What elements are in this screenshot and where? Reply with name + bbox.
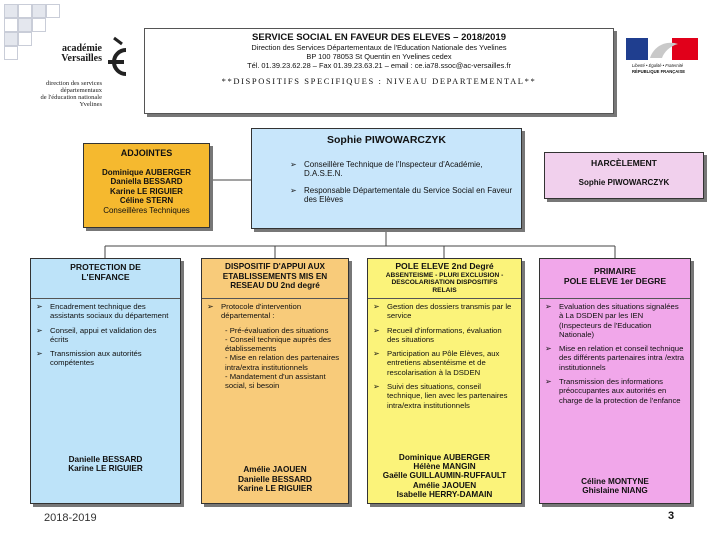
arrow-bullet-icon: ➢ (373, 382, 380, 392)
arrow-bullet-icon: ➢ (373, 349, 380, 359)
header-title: SERVICE SOCIAL EN FAVEUR DES ELEVES – 2018/2019 (252, 32, 506, 43)
arrow-bullet-icon: ➢ (290, 185, 297, 195)
header-line: Direction des Services Départementaux de l'Education Nationale des Yvelines (251, 43, 507, 52)
column-names: Céline MONTYNE Ghislaine NIANG (581, 476, 649, 495)
column-bullet: ➢ Transmission des informations préoccupantes aux autorités en charge de la protection de l'enfance (545, 377, 681, 405)
harcelement-box (544, 152, 704, 199)
arrow-bullet-icon: ➢ (545, 302, 552, 311)
column-dispositif (201, 258, 349, 504)
column-bullet: ➢ Transmission aux autorités compétentes (36, 349, 142, 368)
column-bullet: ➢ Mise en relation et conseil technique des différents partenaires intra /extra institutionnels (545, 344, 685, 372)
column-bullet: ➢ Encadrement technique des assistants sociaux du département (36, 302, 169, 321)
arrow-bullet-icon: ➢ (545, 344, 552, 354)
logo-line1: académie (62, 43, 102, 54)
logo-line2: Versailles (61, 53, 102, 64)
column-title: PROTECTION DE L'ENFANCE (31, 259, 180, 299)
column-names: Danielle BESSARD Karine LE RIGUIER (68, 454, 143, 473)
arrow-bullet-icon: ➢ (36, 349, 43, 359)
arrow-bullet-icon: ➢ (36, 325, 43, 335)
column-bullet: ➢ Participation au Pôle Elèves, aux entretiens absentéisme et de rescolarisation à la DSDEN (373, 349, 500, 377)
director-bullet: ➢ Conseillère Technique de l'Inspecteur d'Académie, D.A.S.E.N. (290, 160, 483, 179)
column-bullet: ➢ Gestion des dossiers transmis par le service (373, 302, 512, 321)
marianne-motto: Liberté • Égalité • Fraternité (632, 63, 684, 68)
column-bullet: ➢ Suivi des situations, conseil technique, lien avec les partenaires intra/extra institutionnels (373, 382, 508, 410)
column-bullet: ➢ Conseil, appui et validation des écrits (36, 325, 157, 344)
logo-subtitle: direction des services départementaux de l'éducation nationale Yvelines (40, 80, 102, 108)
adjointe-name: Dominique AUBERGER (101, 167, 192, 177)
adjointes-role: Conseillères Techniques (103, 205, 190, 215)
director-bullet: ➢ Responsable Départementale du Service Social en Faveur des Elèves (290, 185, 513, 204)
header-line: BP 100 78053 St Quentin en Yvelines cedex (306, 52, 452, 61)
header-dispositifs: **DISPOSITIFS SPECIFIQUES : NIVEAU DEPARTEMENTAL** (221, 76, 537, 86)
arrow-bullet-icon: ➢ (36, 302, 43, 311)
arrow-bullet-icon: ➢ (207, 302, 214, 311)
harcelement-title: HARCÈLEMENT (591, 158, 657, 168)
column-bullet: ➢ Recueil d'informations, évaluation des situations (373, 325, 502, 344)
adjointes-title: ADJOINTES (120, 148, 173, 158)
adjointe-name: Céline STERN (119, 196, 174, 206)
harcelement-name: Sophie PIWOWARCZYK (578, 178, 670, 187)
column-names: Dominique AUBERGER Hélène MANGIN Gaëlle GUILLAUMIN-RUFFAULT Amélie JAOUEN Isabelle HERRY-DAMAIN (382, 452, 507, 499)
arrow-bullet-icon: ➢ (373, 302, 380, 311)
column-bullet: ➢ Evaluation des situations signalées à La DSDEN par les IEN (Inspecteurs de l'Education Nationale) (545, 302, 679, 339)
column-bullet: ➢ Protocole d'intervention départemental : (207, 302, 302, 321)
column-title: PRIMAIRE POLE ELEVE 1er DEGRE (540, 259, 690, 299)
director-name: Sophie PIWOWARCZYK (327, 134, 446, 146)
adjointes-box (83, 143, 210, 228)
arrow-bullet-icon: ➢ (545, 377, 552, 387)
adjointe-name: Daniella BESSARD (110, 177, 183, 187)
column-protection (30, 258, 181, 504)
adjointe-name: Karine LE RIGUIER (110, 186, 183, 196)
arrow-bullet-icon: ➢ (290, 160, 297, 169)
column-title: DISPOSITIF D'APPUI AUX ETABLISSEMENTS MIS EN RESEAU DU 2nd degré (202, 259, 348, 299)
column-sub-items: - Pré-évaluation des situations - Conseil technique auprès des établissements - Mise en relation des partenaires intra/extra institutionnels - Mandatement d'un assistant social, si besoin (225, 325, 340, 391)
marianne-republic: RÉPUBLIQUE FRANÇAISE (632, 69, 686, 74)
page-number: 3 (668, 510, 675, 522)
director-box (251, 128, 522, 229)
column-pole-eleve-2nd (367, 258, 522, 504)
column-names: Amélie JAOUEN Danielle BESSARD Karine LE RIGUIER (237, 465, 313, 493)
column-primaire (539, 258, 691, 504)
column-title: POLE ELEVE 2nd Degré ABSENTEISME - PLURI EXCLUSION - DESCOLARISATION DISPOSITIFS RELAIS (368, 259, 521, 299)
footer-year: 2018-2019 (44, 512, 97, 524)
header-line: Tél. 01.39.23.62.28 – Fax 01.39.23.63.21 – email : ce.ia78.ssoc@ac-versailles.fr (247, 61, 511, 70)
arrow-bullet-icon: ➢ (373, 325, 380, 335)
